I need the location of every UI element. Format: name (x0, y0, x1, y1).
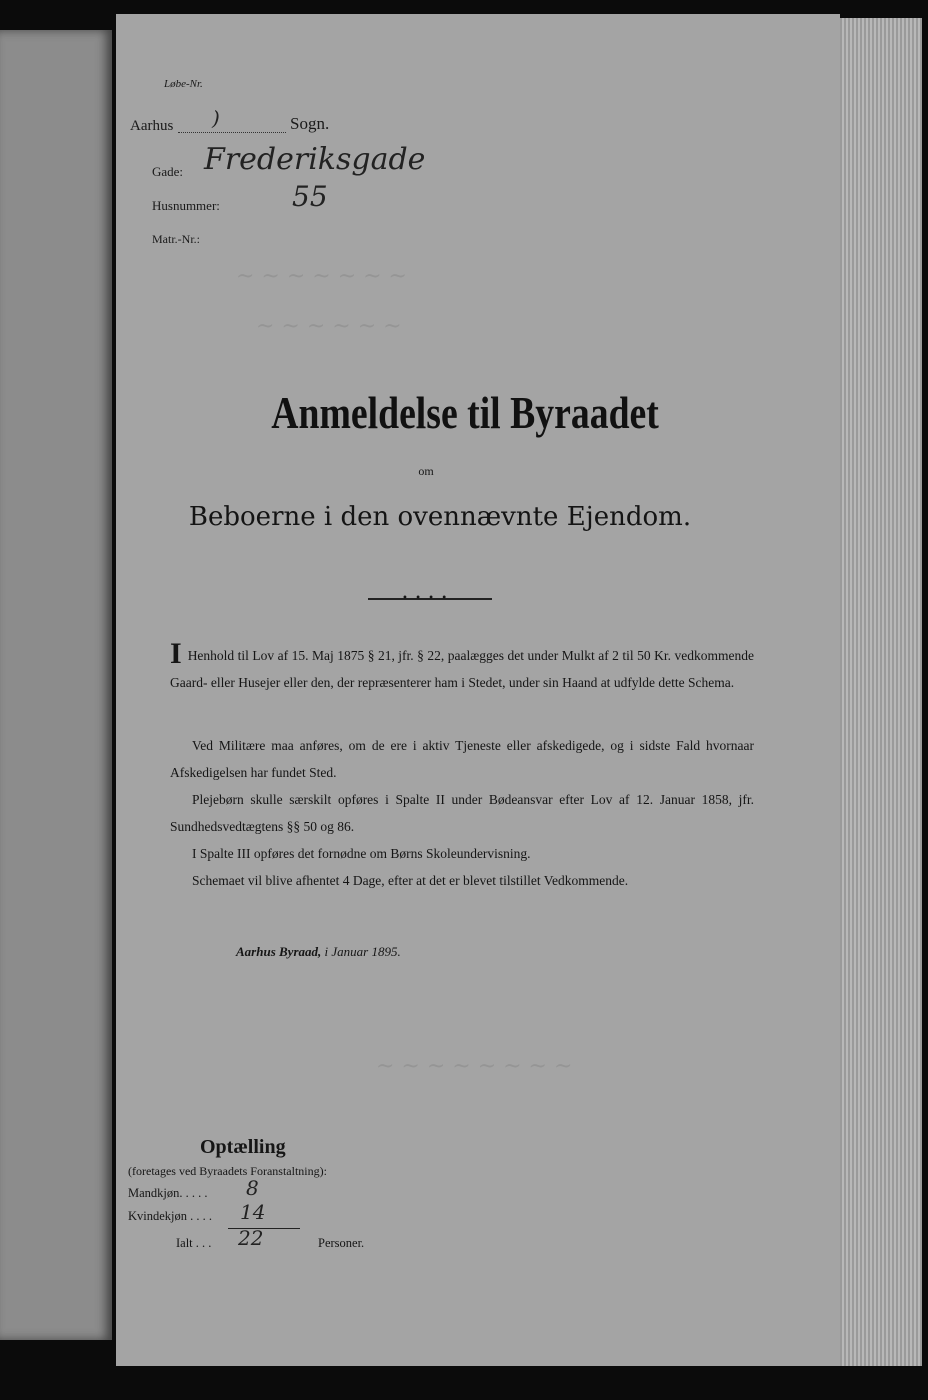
kvindekjon-label: Kvindekjøn . . . . (128, 1209, 213, 1223)
signature-line (236, 944, 401, 960)
signature-org: Aarhus Byraad, (236, 944, 322, 959)
left-page-edge (0, 30, 112, 1340)
mandkjon-label: Mandkjøn. . . . . (128, 1186, 208, 1200)
kvindekjon-value: 14 (240, 1200, 266, 1224)
count-title: Optælling (200, 1136, 286, 1158)
bleed-through-text: ~ ~ ~ ~ ~ ~ (256, 314, 402, 339)
gade-value: Frederiksgade (204, 142, 426, 177)
paragraph-3: Plejebørn skulle særskilt opføres i Spalte II under Bødeansvar efter Lov af 12. Januar 1858, jfr. Sundhedsvedtægtens §§ 50 og 86. (170, 792, 754, 834)
ornament-dots: • • • • (402, 593, 450, 604)
sogn-label: Sogn. (290, 114, 330, 133)
ialt-value: 22 (238, 1226, 264, 1250)
sogn-dotted-line (178, 132, 286, 133)
document-page (116, 14, 840, 1366)
paragraph-4: I Spalte III opføres det fornødne om Børns Skoleundervisning. (192, 846, 531, 861)
paragraph-5: Schemaet vil blive afhentet 4 Dage, efter at det er blevet tilstillet Vedkommende. (192, 873, 629, 888)
personer-label: Personer. (318, 1236, 365, 1250)
bleed-through-text: ~ ~ ~ ~ ~ ~ ~ (236, 264, 407, 289)
title-connector: om (418, 464, 434, 478)
bleed-through-text: ~ ~ ~ ~ ~ ~ ~ ~ (376, 1054, 573, 1079)
matr-label: Matr.-Nr.: (152, 232, 200, 246)
paragraph-1-text: Henhold til Lov af 15. Maj 1875 § 21, jfr. § 22, paalægges det under Mulkt af 2 til 50 Kr. vedkommende Gaard- eller Husejer eller den, der repræsenterer ham i Stedet, under sin Haand at udfylde dette Schema. (170, 648, 754, 690)
husnummer-label: Husnummer: (152, 198, 220, 213)
signature-date: i Januar 1895. (324, 944, 401, 959)
page-title: Anmeldelse til Byraadet (271, 387, 659, 438)
count-subtitle: (foretages ved Byraadets Foranstaltning): (128, 1164, 327, 1178)
paragraph-2: Ved Militære maa anføres, om de ere i aktiv Tjeneste eller afskedigede, og i sidste Fald hvornaar Afskedigelsen har fundet Sted. (170, 738, 754, 780)
paragraph-1 (170, 637, 754, 696)
dropcap: I (170, 637, 182, 670)
husnummer-value: 55 (292, 180, 328, 213)
mandkjon-value: 8 (246, 1176, 259, 1200)
city-label: Aarhus (130, 118, 174, 134)
gade-label: Gade: (152, 164, 184, 179)
sogn-handwriting: ) (212, 106, 220, 130)
ialt-label: Ialt . . . (176, 1236, 212, 1250)
page-stack-edges (828, 18, 922, 1366)
page-subtitle: Beboerne i den ovennævnte Ejendom. (188, 502, 692, 532)
lobe-nr-label: Løbe-Nr. (164, 78, 203, 90)
